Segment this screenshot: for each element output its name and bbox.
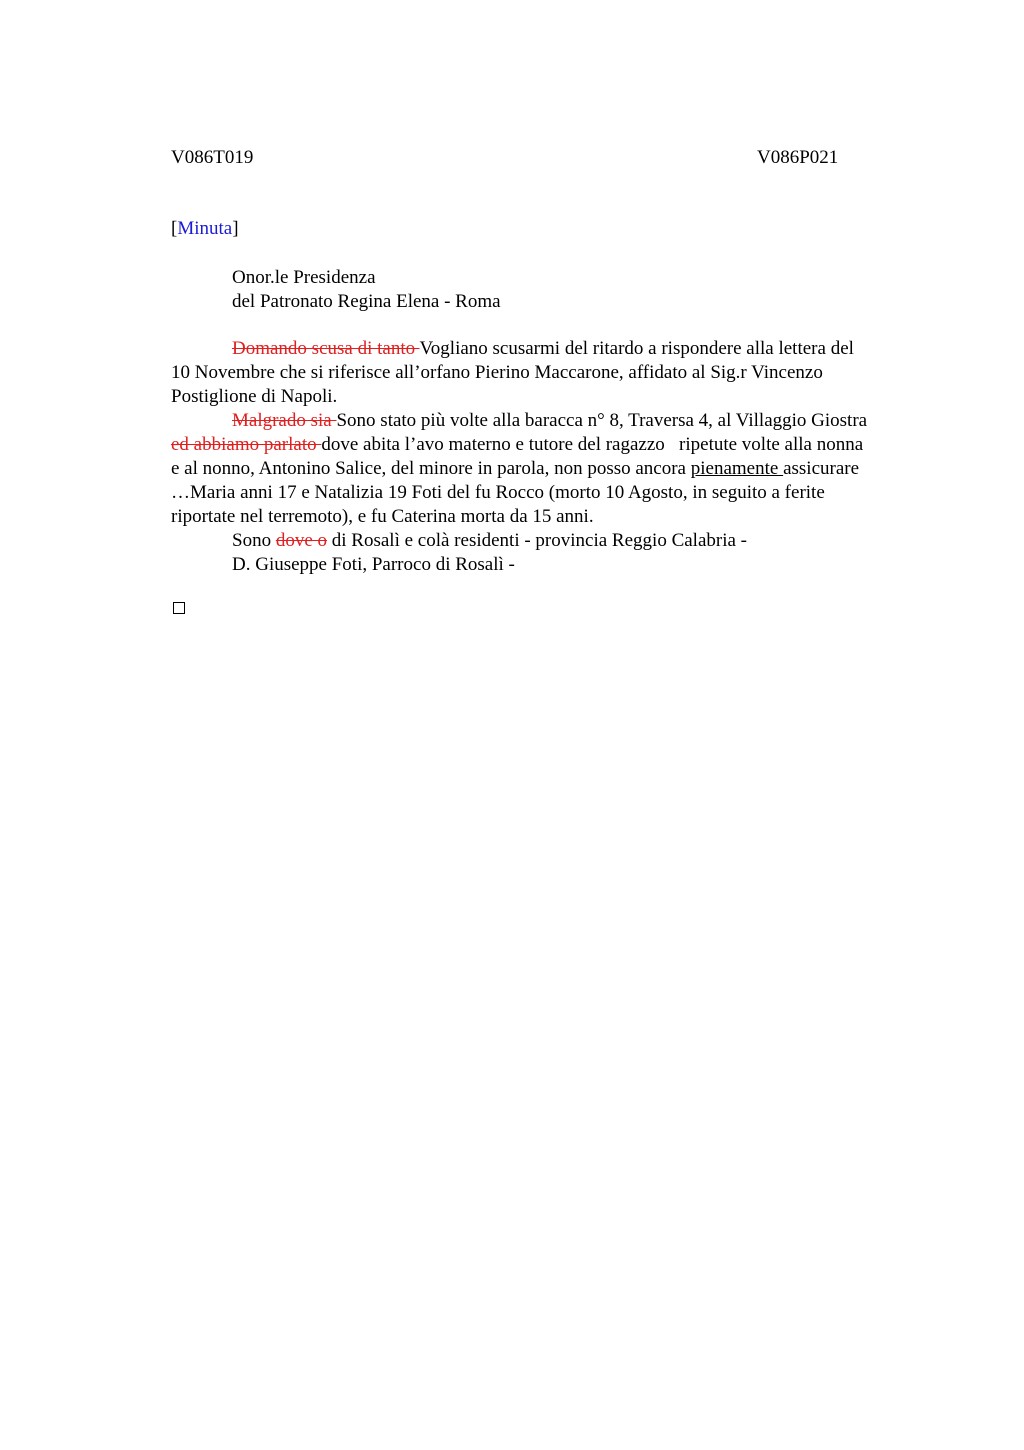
deleted-text: dove o: [275, 530, 328, 551]
paragraph-line: 10 Novembre che si riferisce all’orfano Pierino Maccarone, affidato al Sig.r Vincenzo: [171, 362, 823, 383]
paragraph-line: [171, 433, 931, 457]
paragraph-residence: [171, 529, 931, 553]
deleted-text: Malgrado sia: [232, 410, 337, 431]
underlined-text: pienamente: [690, 458, 784, 479]
paragraph-line: [171, 409, 931, 433]
paragraph-line: [171, 529, 931, 553]
minuta-open-bracket: [: [171, 218, 178, 239]
text-run: Vogliano scusarmi del ritardo a rispondere alla lettera del: [419, 338, 854, 359]
paragraph-signature: [171, 553, 931, 577]
empty-box-marker: [173, 602, 185, 614]
paragraph-line: …Maria anni 17 e Natalizia 19 Foti del fu Rocco (morto 10 Agosto, in seguito a ferite: [171, 482, 825, 503]
document-code-left: V086T019: [171, 147, 254, 168]
paragraph-line: [171, 337, 931, 361]
text-run: assicurare: [783, 458, 860, 479]
deleted-text: Domando scusa di tanto: [232, 338, 420, 359]
letter-body: [171, 337, 931, 577]
paragraph-line: riportate nel terremoto), e fu Caterina morta da 15 anni.: [171, 506, 594, 527]
deleted-text: ed abbiamo parlato: [171, 434, 322, 455]
text-run: Sono: [232, 530, 276, 551]
text-run: e al nonno, Antonino Salice, del minore in parola, non posso ancora: [171, 458, 691, 479]
document-code-right: V086P021: [757, 147, 839, 168]
paragraph-apology: [171, 337, 931, 409]
text-run: Sono stato più volte alla baracca n° 8, Traversa 4, al Villaggio Giostra: [336, 410, 868, 431]
addressee-block: [232, 266, 501, 314]
minuta-heading: [171, 218, 239, 240]
text-run: dove abita l’avo materno e tutore del ragazzo ripetute volte alla nonna: [321, 434, 864, 455]
paragraph-visit: [171, 409, 931, 529]
addressee-line-1: Onor.le Presidenza: [232, 267, 376, 288]
addressee-line-2: del Patronato Regina Elena - Roma: [232, 291, 501, 312]
paragraph-line: Postiglione di Napoli.: [171, 386, 338, 407]
minuta-close-bracket: ]: [232, 218, 239, 239]
paragraph-line: [171, 457, 931, 481]
text-run: di Rosalì e colà residenti - provincia Reggio Calabria -: [327, 530, 748, 551]
minuta-label: Minuta: [177, 218, 233, 239]
paragraph-line: D. Giuseppe Foti, Parroco di Rosalì -: [232, 554, 515, 575]
